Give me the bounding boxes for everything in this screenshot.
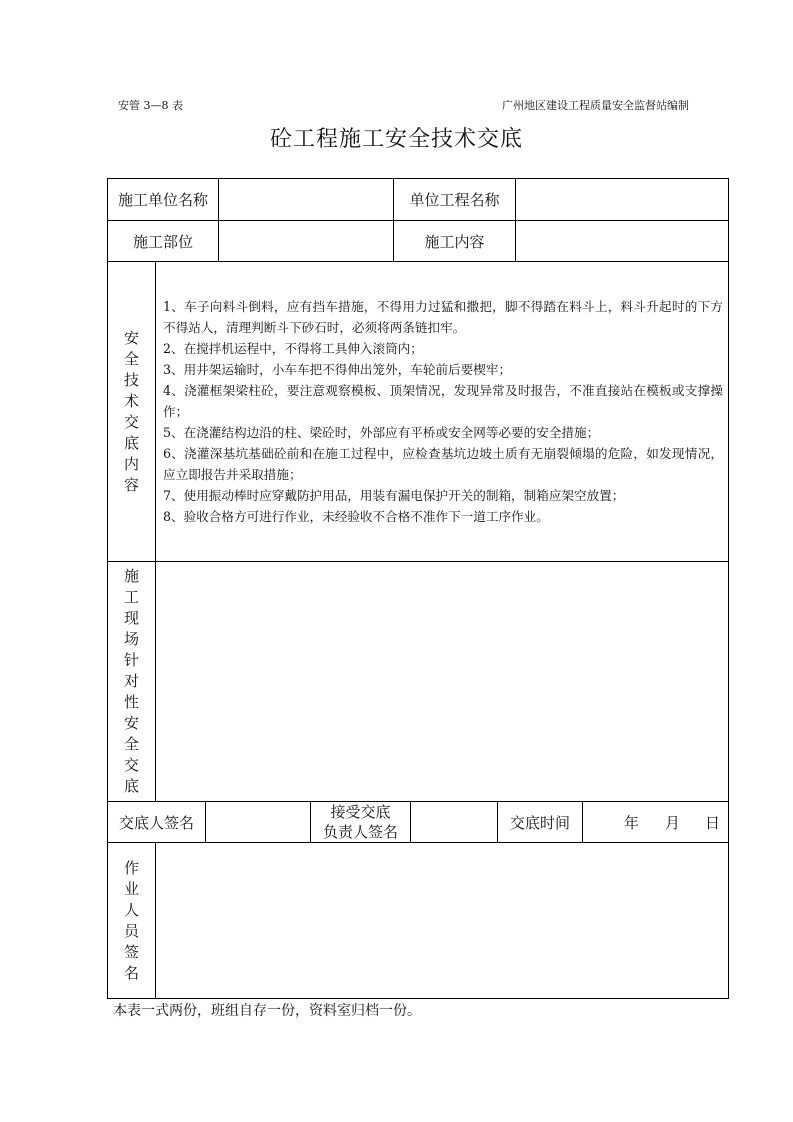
workers-signature-field[interactable]: [156, 843, 728, 998]
content-field[interactable]: [516, 221, 728, 261]
label-char: 底: [123, 433, 139, 452]
safety-item: 5、在浇灌结构边沿的柱、梁砼时，外部应有平桥或安全网等必要的安全措施；: [163, 425, 600, 440]
year-label: 年: [624, 814, 640, 832]
border-bottom: [107, 998, 729, 999]
label-char: 作: [123, 858, 139, 877]
page-title: 砼工程施工安全技术交底: [269, 127, 523, 152]
safety-item: 1、车子向料斗倒料，应有挡车措施，不得用力过猛和撒把，脚不得踏在料斗上，料斗升起时的下方不得站人，清理判断斗下砂石时，必须将两条链扣牢。: [163, 299, 723, 335]
label-char: 交: [123, 412, 139, 431]
disclosure-table: [107, 178, 729, 999]
site-disclosure-field[interactable]: [156, 562, 728, 801]
day-label: 日: [705, 814, 721, 832]
workers-section-label: [108, 843, 155, 998]
part-label: 施工部位: [132, 232, 193, 251]
part-field[interactable]: [219, 221, 393, 261]
label-char: 员: [123, 921, 139, 940]
label-char: 施: [123, 567, 139, 585]
footnote: 本表一式两份，班组自存一份，资料室归档一份。: [113, 1003, 421, 1019]
issuer: 广州地区建设工程质量安全监督站编制: [502, 99, 689, 112]
label-char: 针: [123, 651, 139, 669]
unit-name-field[interactable]: [219, 179, 393, 220]
safety-item: 2、在搅拌机运程中，不得将工具伸入滚筒内；: [163, 341, 423, 356]
receiver-signature-field[interactable]: [411, 802, 497, 842]
label-char: 技: [123, 370, 139, 389]
safety-item: 7、使用振动棒时应穿戴防护用品，用装有漏电保护开关的制箱，制箱应架空放置；: [163, 488, 625, 503]
label-char: 全: [123, 349, 139, 368]
safety-item: 3、用井架运输时，小车车把不得伸出笼外，车轮前后要楔牢；: [163, 362, 512, 377]
label-char: 全: [123, 735, 139, 753]
label-char: 交: [123, 756, 139, 774]
border-right: [728, 178, 729, 999]
time-label: 交底时间: [509, 813, 570, 832]
discloser-signature-field[interactable]: [206, 802, 310, 842]
row-divider: [107, 261, 729, 262]
label-char: 安: [123, 328, 139, 347]
unit-name-label: 施工单位名称: [117, 191, 208, 209]
date-field[interactable]: [583, 802, 728, 842]
label-char: 底: [123, 777, 139, 795]
label-char: 容: [123, 475, 139, 494]
label-char: 名: [123, 963, 139, 982]
month-label: 月: [665, 814, 681, 832]
label-char: 业: [123, 879, 139, 898]
safety-section-label: [108, 262, 155, 561]
receiver-label-line2: 负责人签名: [322, 823, 398, 841]
label-char: 对: [123, 672, 139, 690]
safety-item: 4、浇灌框架梁柱砼，要注意观察模板、顶架情况，发现异常及时报告，不准直接站在模板或支撑操作；: [163, 383, 723, 419]
project-name-field[interactable]: [516, 179, 728, 220]
site-section-label: [108, 562, 155, 801]
label-char: 场: [123, 630, 139, 648]
form-code: 安管 3—8 表: [118, 99, 183, 112]
label-char: 人: [123, 900, 139, 919]
content-label: 施工内容: [424, 232, 485, 251]
label-char: 内: [123, 454, 139, 473]
receiver-label-line1: 接受交底: [330, 803, 391, 821]
label-char: 现: [123, 609, 139, 627]
safety-item: 6、浇灌深基坑基础砼前和在施工过程中，应检查基坑边坡土质有无崩裂倾塌的危险，如发现情况，应立即报告并采取措施；: [163, 446, 723, 482]
receiver-label: [311, 802, 410, 842]
label-char: 签: [123, 942, 139, 961]
safety-items: [163, 296, 723, 527]
discloser-label: 交底人签名: [118, 813, 194, 832]
label-char: 安: [123, 714, 139, 732]
label-char: 工: [123, 588, 139, 606]
safety-item: 8、验收合格方可进行作业，未经验收不合格不准作下一道工序作业。: [163, 509, 549, 524]
label-char: 性: [123, 693, 139, 711]
label-char: 术: [123, 391, 139, 410]
project-name-label: 单位工程名称: [409, 191, 500, 209]
